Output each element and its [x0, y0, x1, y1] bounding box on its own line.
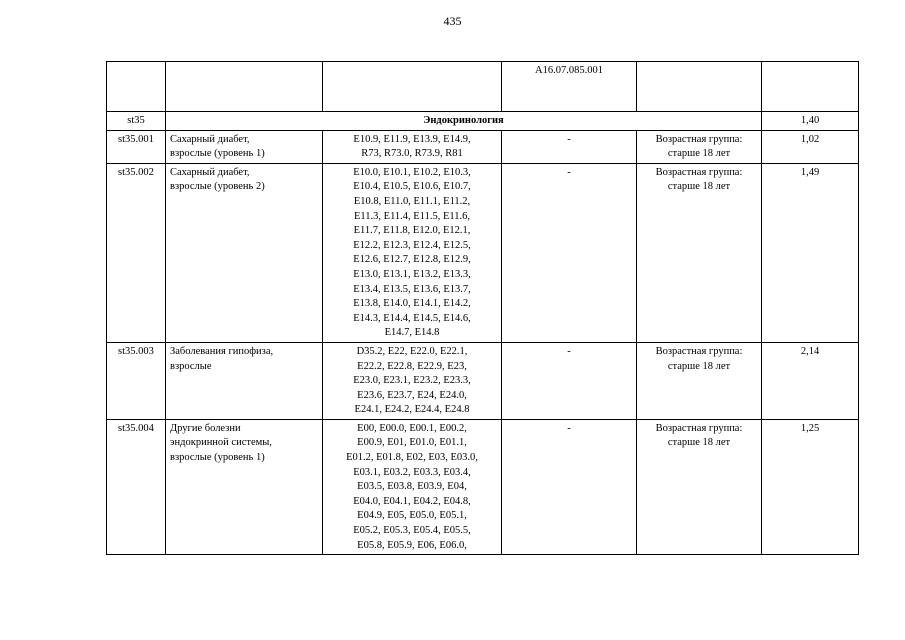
row-diagnoses-line: E10.9, E11.9, E13.9, E14.9, [353, 133, 471, 145]
row-diagnoses-line: E11.3, E11.4, E11.5, E11.6, [354, 210, 470, 222]
row-code: st35.004 [107, 419, 166, 554]
row-name [166, 163, 323, 342]
row-diagnoses [323, 163, 502, 342]
table-row [107, 419, 859, 554]
row-diagnoses-line: E13.8, E14.0, E14.1, E14.2, [353, 298, 471, 310]
row-diagnoses-line: E14.3, E14.4, E14.5, E14.6, [353, 312, 471, 324]
row-diagnoses-line: E12.6, E12.7, E12.8, E12.9, [353, 254, 471, 266]
row-diagnoses-line: E10.4, E10.5, E10.6, E10.7, [353, 181, 471, 193]
row-name-line: Заболевания гипофиза, [170, 345, 274, 357]
row-name-line: Сахарный диабет, [170, 133, 250, 145]
section-row [107, 112, 859, 131]
table-row-continuation [107, 62, 859, 112]
row-diagnoses-line: E24.1, E24.2, E24.4, E24.8 [354, 404, 470, 416]
row-coefficient: 1,25 [762, 419, 859, 554]
cell-code [107, 62, 166, 112]
row-diagnoses-line: E23.0, E23.1, E23.2, E23.3, [353, 375, 471, 387]
row-code: st35.001 [107, 130, 166, 163]
row-diagnoses-line: E04.9, E05, E05.0, E05.1, [357, 510, 467, 522]
row-coefficient: 1,49 [762, 163, 859, 342]
row-diagnoses-line: E00.9, E01, E01.0, E01.1, [357, 437, 467, 449]
row-diagnoses-line: E01.2, E01.8, E02, E03, E03.0, [346, 452, 478, 464]
row-criteria-line: старше 18 лет [667, 360, 731, 372]
row-criteria [637, 130, 762, 163]
row-diagnoses-line: R73, R73.0, R73.9, R81 [361, 148, 463, 160]
row-code: st35.002 [107, 163, 166, 342]
row-procedures: - [502, 419, 637, 554]
row-diagnoses-line: E13.4, E13.5, E13.6, E13.7, [353, 283, 471, 295]
row-name-line: взрослые (уровень 2) [170, 181, 265, 193]
row-diagnoses [323, 342, 502, 419]
row-procedures: - [502, 130, 637, 163]
row-criteria-line: старше 18 лет [667, 437, 731, 449]
row-diagnoses-line: E04.0, E04.1, E04.2, E04.8, [353, 495, 471, 507]
row-criteria-line: Возрастная группа: [655, 345, 743, 357]
cell-criteria [637, 62, 762, 112]
row-criteria [637, 163, 762, 342]
row-name-line: Сахарный диабет, [170, 166, 250, 178]
cell-diagnoses [323, 62, 502, 112]
table-row [107, 163, 859, 342]
row-name-line: Другие болезни [170, 422, 241, 434]
row-name-line: эндокринной системы, [170, 437, 272, 449]
row-diagnoses [323, 419, 502, 554]
row-diagnoses-line: E05.2, E05.3, E05.4, E05.5, [353, 525, 471, 537]
row-criteria-line: старше 18 лет [667, 148, 731, 160]
row-diagnoses-line: E11.7, E11.8, E12.0, E12.1, [353, 225, 471, 237]
row-diagnoses-line: E22.2, E22.8, E22.9, E23, [357, 360, 467, 372]
row-procedures: - [502, 342, 637, 419]
row-diagnoses-line: D35.2, E22, E22.0, E22.1, [356, 345, 468, 357]
section-coefficient: 1,40 [762, 112, 859, 131]
cell-coefficient [762, 62, 859, 112]
row-name [166, 130, 323, 163]
row-diagnoses-line: E03.1, E03.2, E03.3, E03.4, [353, 466, 471, 478]
row-coefficient: 1,02 [762, 130, 859, 163]
tariff-table [106, 61, 859, 555]
row-name [166, 419, 323, 554]
row-diagnoses-line: E00, E00.0, E00.1, E00.2, [357, 422, 467, 434]
row-diagnoses-line: E14.7, E14.8 [384, 327, 440, 339]
row-code: st35.003 [107, 342, 166, 419]
row-procedures: - [502, 163, 637, 342]
row-diagnoses-line: E10.8, E11.0, E11.1, E11.2, [353, 195, 471, 207]
row-criteria-line: Возрастная группа: [655, 422, 743, 434]
section-title: Эндокринология [166, 112, 762, 131]
row-criteria-line: старше 18 лет [667, 181, 731, 193]
row-criteria-line: Возрастная группа: [655, 133, 743, 145]
row-diagnoses-line: E05.8, E05.9, E06, E06.0, [357, 539, 467, 551]
row-diagnoses-line: E23.6, E23.7, E24, E24.0, [357, 389, 467, 401]
cell-name [166, 62, 323, 112]
row-diagnoses-line: E03.5, E03.8, E03.9, E04, [357, 481, 467, 493]
row-name-line: взрослые [170, 360, 212, 372]
row-coefficient: 2,14 [762, 342, 859, 419]
row-diagnoses [323, 130, 502, 163]
row-diagnoses-line: E13.0, E13.1, E13.2, E13.3, [353, 268, 471, 280]
table-row [107, 342, 859, 419]
row-criteria-line: Возрастная группа: [655, 166, 743, 178]
row-criteria [637, 342, 762, 419]
page-number: 435 [443, 14, 462, 28]
row-criteria [637, 419, 762, 554]
row-name-line: взрослые (уровень 1) [170, 148, 265, 160]
table-row [107, 130, 859, 163]
row-name-line: взрослые (уровень 1) [170, 452, 265, 464]
row-diagnoses-line: E10.0, E10.1, E10.2, E10.3, [353, 166, 471, 178]
cell-procedures: A16.07.085.001 [502, 62, 637, 112]
row-diagnoses-line: E12.2, E12.3, E12.4, E12.5, [353, 239, 471, 251]
row-name [166, 342, 323, 419]
section-code: st35 [107, 112, 166, 131]
